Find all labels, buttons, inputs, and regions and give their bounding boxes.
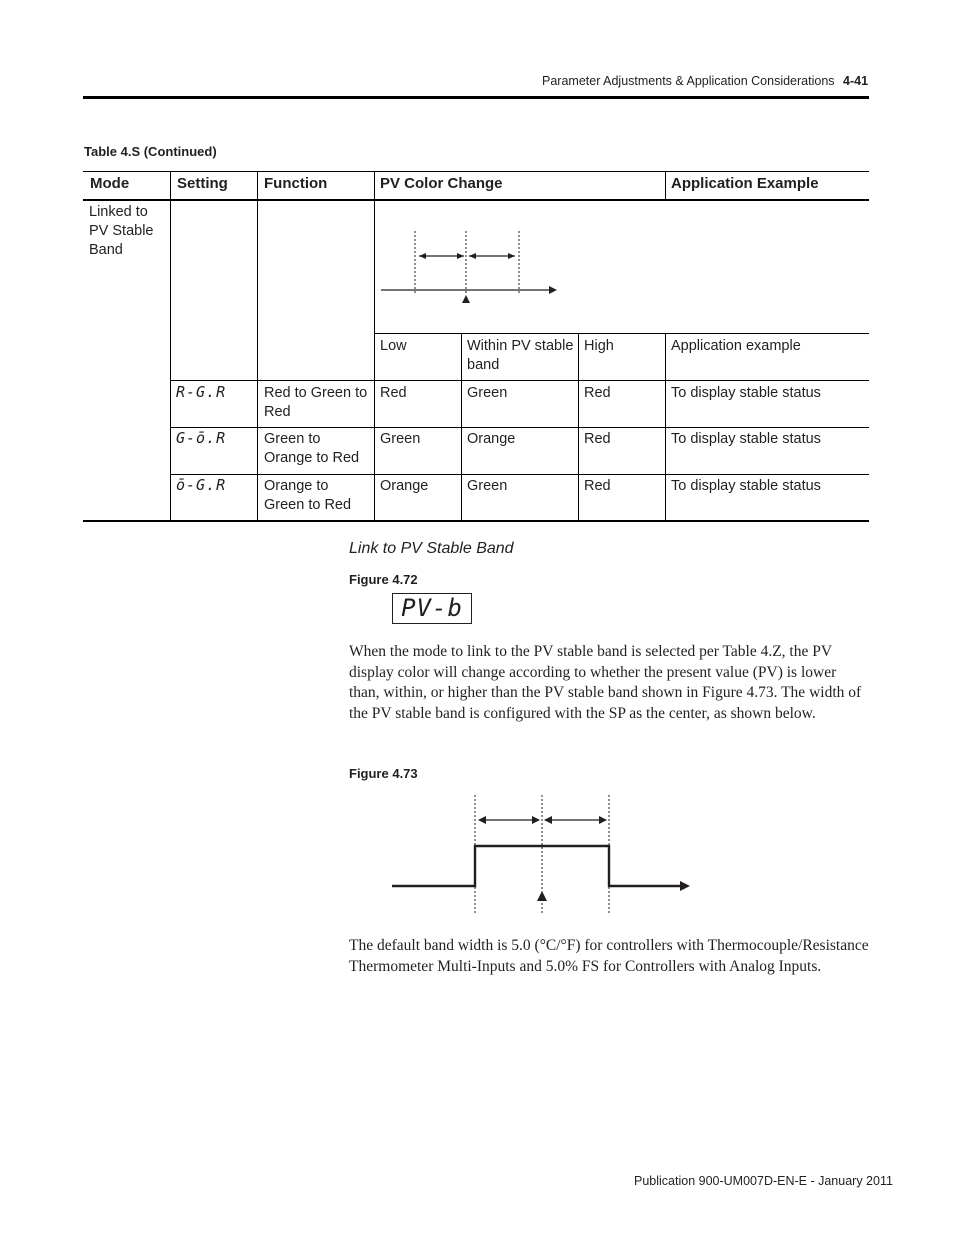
- function-cell: Green to Orange to Red: [264, 431, 360, 466]
- setting-code: R-G.R: [176, 383, 227, 401]
- table-caption: Table 4.S (Continued): [84, 144, 217, 159]
- table-column-rule: [665, 333, 666, 522]
- publication-footer: Publication 900-UM007D-EN-E - January 2011: [634, 1174, 893, 1188]
- body-paragraph: The default band width is 5.0 (°C/°F) for controllers with Thermocouple/Resistance Thermometer Multi-Inputs and 5.0% FS for Controllers with Analog Inputs.: [349, 937, 869, 975]
- table-top-rule: [83, 171, 869, 172]
- table-rule: [170, 380, 869, 381]
- subheader-within: Within PV stable band: [467, 338, 574, 373]
- subheader-high: High: [584, 338, 614, 354]
- setting-code: G-ō.R: [176, 429, 227, 447]
- high-color-cell: Red: [584, 431, 611, 447]
- within-color-cell: Orange: [467, 431, 516, 447]
- column-header-pv-color-change: PV Color Change: [380, 175, 503, 192]
- table-rule: [374, 333, 869, 334]
- table-column-rule: [257, 171, 258, 522]
- figure-72-label: Figure 4.72: [349, 572, 418, 587]
- page-number: 4-41: [843, 74, 869, 88]
- subheader-low: Low: [380, 338, 407, 354]
- low-color-cell: Green: [380, 431, 421, 447]
- high-color-cell: Red: [584, 478, 611, 494]
- table-rule: [170, 474, 869, 475]
- pv-b-display-text: PV-b: [401, 594, 463, 622]
- column-header-function: Function: [264, 175, 328, 192]
- table-column-rule: [665, 171, 666, 201]
- within-color-cell: Green: [467, 478, 508, 494]
- section-heading: Link to PV Stable Band: [349, 540, 514, 557]
- table-column-rule: [578, 333, 579, 522]
- setting-code: ō-G.R: [176, 476, 227, 494]
- function-cell: Red to Green to Red: [264, 385, 368, 420]
- column-header-mode: Mode: [90, 175, 130, 192]
- table-rule: [170, 427, 869, 428]
- pv-band-mini-diagram: [375, 201, 869, 333]
- header-rule: [83, 96, 869, 99]
- application-cell: To display stable status: [671, 478, 821, 494]
- subheader-app: Application example: [671, 338, 801, 354]
- body-paragraph: When the mode to link to the PV stable band is selected per Table 4.Z, the PV display color will change according to whether the present value (PV) is lower than, within, or higher than the PV stable band shown in Figure 4.73. The width of the PV stable band is configured with the SP as the center, as shown below.: [349, 643, 862, 722]
- within-color-cell: Green: [467, 385, 508, 401]
- application-cell: To display stable status: [671, 385, 821, 401]
- table-column-rule: [170, 171, 171, 522]
- mode-cell: Linked to PV Stable Band: [89, 204, 154, 258]
- running-header-title: Parameter Adjustments & Application Considerations: [542, 74, 835, 88]
- pv-b-display: [392, 593, 472, 624]
- figure-73-label: Figure 4.73: [349, 766, 418, 781]
- high-color-cell: Red: [584, 385, 611, 401]
- low-color-cell: Red: [380, 385, 407, 401]
- pv-stable-band-diagram: [380, 790, 700, 920]
- table-bottom-rule: [83, 520, 869, 522]
- column-header-setting: Setting: [177, 175, 228, 192]
- application-cell: To display stable status: [671, 431, 821, 447]
- settings-table: [83, 171, 869, 522]
- table-column-rule: [461, 333, 462, 522]
- function-cell: Orange to Green to Red: [264, 478, 352, 513]
- column-header-application-example: Application Example: [671, 175, 819, 192]
- low-color-cell: Orange: [380, 478, 429, 494]
